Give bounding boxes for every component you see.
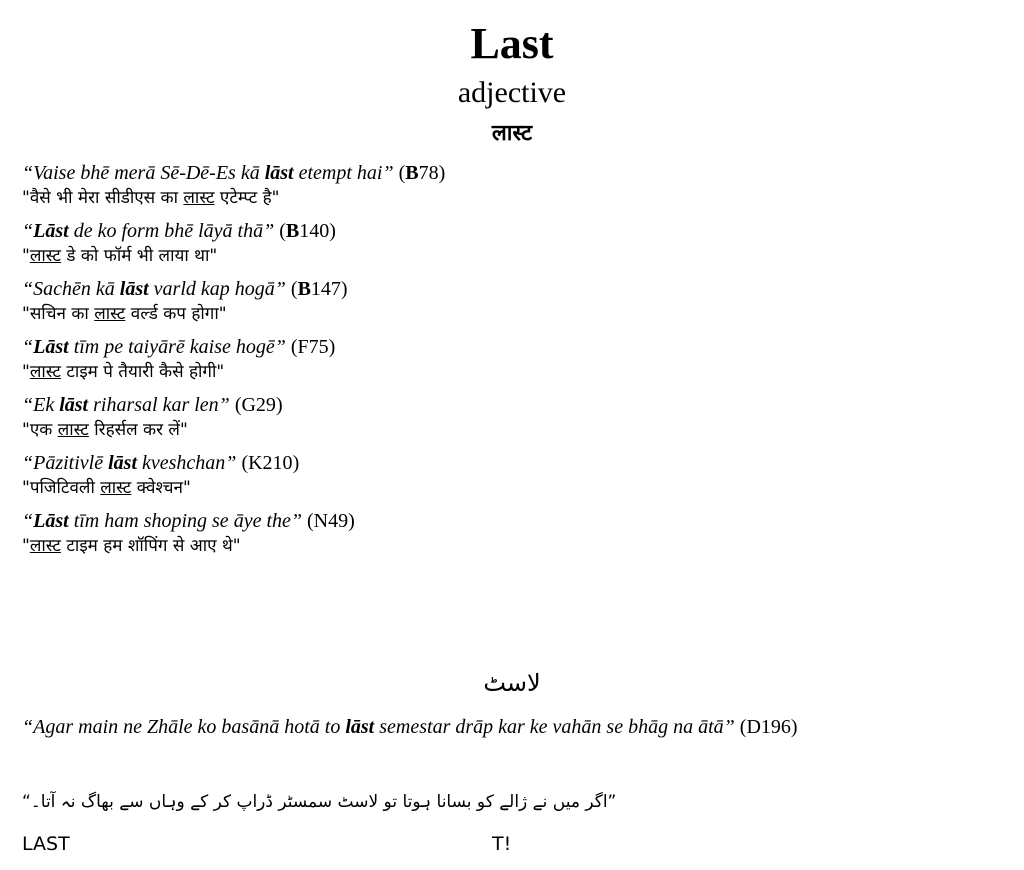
example-transliteration: “Ek lāst riharsal kar len” (G29) [22, 394, 283, 416]
example-keyword: Lāst [33, 510, 69, 532]
example-ref: (D196) [739, 716, 798, 738]
example-item [22, 450, 1002, 501]
deva-keyword: लास्ट [29, 246, 61, 266]
example-text-after: semestar drāp kar ke vahān se bhāg na ātā” [374, 716, 735, 738]
example-item [22, 218, 1002, 269]
deva-text-after: डे को फॉर्म भी लाया था" [60, 246, 218, 266]
example-text-after: de ko form bhē lāyā thā” [68, 220, 275, 242]
example-item [22, 276, 1002, 327]
urdu-example-transliteration [22, 714, 1002, 740]
example-devanagari [22, 302, 1002, 327]
example-transliteration: “Lāst tīm ham shoping se āye the” (N49) [22, 510, 355, 532]
example-keyword: lāst [108, 452, 138, 474]
deva-keyword: लास्ट [57, 420, 89, 440]
example-text-after: tīm pe taiyārē kaise hogē” [68, 336, 286, 358]
example-text-before: “Ek [22, 394, 60, 416]
example-ref-letter: B [297, 278, 311, 300]
example-ref-letter: B [285, 220, 300, 242]
deva-text-after: एटेम्प्ट है" [214, 188, 280, 208]
example-devanagari [22, 186, 1002, 211]
example-text-after: riharsal kar len” [88, 394, 230, 416]
example-keyword: lāst [59, 394, 89, 416]
example-text-before: “Pāzitivlē [22, 452, 109, 474]
deva-text-after: रिहर्सल कर लें" [88, 420, 188, 440]
example-text-after: kveshchan” [137, 452, 237, 474]
example-list [22, 160, 1002, 566]
example-text-after: etempt hai” [293, 162, 394, 184]
hindi-headword: लास्ट [491, 121, 533, 146]
example-ref-number: G29 [241, 394, 276, 416]
deva-keyword: लास्ट [183, 188, 215, 208]
example-devanagari [22, 244, 1002, 269]
example-text-after: varld kap hogā” [148, 278, 286, 300]
deva-text-before: " [22, 362, 30, 382]
example-transliteration: “Vaise bhē merā Sē-Dē-Es kā lāst etempt hai” (B78) [22, 162, 446, 184]
example-transliteration: “Lāst de ko form bhē lāyā thā” (B140) [22, 220, 336, 242]
example-item [22, 160, 1002, 211]
deva-keyword: लास्ट [94, 304, 126, 324]
example-text-before: “Vaise bhē merā Sē-Dē-Es kā [22, 162, 265, 184]
example-keyword: Lāst [33, 336, 69, 358]
footer-right-label: T! [492, 833, 512, 855]
example-item [22, 392, 1002, 443]
example-keyword: Lāst [33, 220, 69, 242]
example-ref-number: 78 [418, 162, 439, 184]
urdu-script-sentence: ”اگر میں نے ژالے کو بسانا ہوتا تو لاسٹ سمسٹر ڈراپ کر کے وہاں سے بھاگ نہ آتا۔“ [22, 792, 617, 812]
example-transliteration: “Lāst tīm pe taiyārē kaise hogē” (F75) [22, 336, 336, 358]
example-ref-number: F75 [297, 336, 329, 358]
example-text-before: “Agar main ne Zhāle ko basānā hotā to [22, 716, 346, 738]
deva-keyword: लास्ट [100, 478, 132, 498]
example-devanagari [22, 476, 1002, 501]
urdu-headword: لاسٹ [483, 669, 541, 697]
deva-text-after: टाइम पे तैयारी कैसे होगी" [60, 362, 225, 382]
example-text-before: “ [22, 510, 34, 532]
example-item [22, 508, 1002, 559]
deva-text-before: " [22, 536, 30, 556]
example-ref-number: N49 [313, 510, 349, 532]
deva-keyword: लास्ट [29, 362, 61, 382]
example-ref-number: 140 [299, 220, 330, 242]
deva-text-before: "एक [22, 420, 58, 440]
example-devanagari [22, 360, 1002, 385]
deva-text-after: वर्ल्ड कप होगा" [125, 304, 227, 324]
example-devanagari [22, 534, 1002, 559]
example-transliteration: “Pāzitivlē lāst kveshchan” (K210) [22, 452, 300, 474]
deva-text-before: "सचिन का [22, 304, 95, 324]
entry-headword: Last [470, 19, 554, 68]
deva-text-after: टाइम हम शॉपिंग से आए थे" [60, 536, 241, 556]
deva-text-before: "वैसे भी मेरा सीडीएस का [22, 188, 184, 208]
example-ref-letter: B [405, 162, 419, 184]
deva-text-before: " [22, 246, 30, 266]
example-text-after: tīm ham shoping se āye the” [68, 510, 302, 532]
part-of-speech: adjective [457, 76, 567, 109]
example-keyword: lāst [119, 278, 149, 300]
example-item [22, 334, 1002, 385]
example-keyword: lāst [345, 716, 375, 738]
footer-left-label: LAST [22, 833, 70, 855]
example-ref-number: K210 [248, 452, 293, 474]
example-ref-number: 147 [310, 278, 341, 300]
deva-text-before: "पजिटिवली [22, 478, 101, 498]
example-transliteration: “Sachēn kā lāst varld kap hogā” (B147) [22, 278, 348, 300]
example-text-before: “ [22, 220, 34, 242]
example-devanagari [22, 418, 1002, 443]
deva-keyword: लास्ट [29, 536, 61, 556]
example-keyword: lāst [264, 162, 294, 184]
example-text-before: “ [22, 336, 34, 358]
example-text-before: “Sachēn kā [22, 278, 120, 300]
deva-text-after: क्वेश्चन" [131, 478, 191, 498]
